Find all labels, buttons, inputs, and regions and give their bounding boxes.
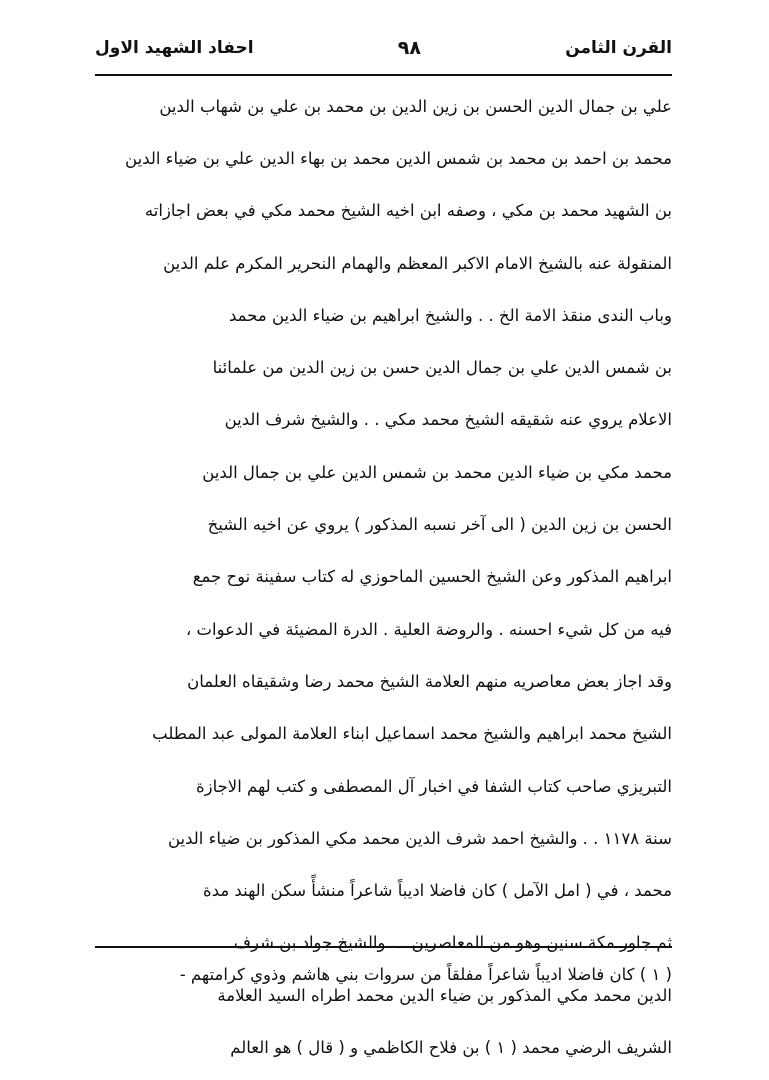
- text-line: الشريف الرضي محمد ( ١ ) بن فلاح الكاظمي و ( قال ) هو العالم: [230, 1037, 672, 1057]
- text-line: ثم جاور مكة سنين وهو من المعاصرين . . والشيخ جواد بن شرف: [233, 933, 672, 953]
- text-line: الدين محمد مكي المذكور بن ضياء الدين محمد اطراه السيد العلامة: [217, 985, 672, 1005]
- text-line: الحسن بن زين الدين ( الى آخر نسبه المذكور ) يروي عن اخيه الشيخ: [207, 515, 672, 535]
- body-text: [95, 80, 672, 1074]
- text-line: التبريزي صاحب كتاب الشفا في اخبار آل المصطفى و كتب لهم الاجازة: [195, 776, 672, 796]
- text-line: علي بن جمال الدين الحسن بن زين الدين بن محمد بن علي بن شهاب الدين: [159, 96, 672, 116]
- text-line: الشيخ محمد ابراهيم والشيخ محمد اسماعيل ابناء العلامة المولى عبد المطلب: [152, 724, 672, 744]
- text-line: محمد مكي بن ضياء الدين محمد بن شمس الدين علي بن جمال الدين: [202, 462, 672, 482]
- text-line: محمد ، في ( امل الآمل ) كان فاضلا اديباً شاعراً منشأً سكن الهند مدة: [203, 881, 672, 901]
- text-line: المنقولة عنه بالشيخ الامام الاكبر المعظم والهمام النحرير المكرم علم الدين: [163, 253, 672, 273]
- text-line: محمد بن احمد بن محمد بن شمس الدين محمد بن بهاء الدين علي بن ضياء الدين: [125, 148, 672, 168]
- text-line: ابراهيم المذكور وعن الشيخ الحسين الماحوزي له كتاب سفينة نوح جمع: [192, 567, 672, 587]
- text-line: بن الشهيد محمد بن مكي ، وصفه ابن اخيه الشيخ محمد مكي في بعض اجازاته: [144, 201, 672, 221]
- text-line: بن شمس الدين علي بن جمال الدين حسن بن زين الدين من علمائنا: [212, 358, 672, 378]
- header-rule: [95, 74, 672, 76]
- text-line: وباب الندى منقذ الامة الخ . . والشيخ ابراهيم بن ضياء الدين محمد: [229, 305, 672, 325]
- chapter-title: القرن الثامن: [565, 38, 672, 58]
- footnote: ( ١ ) كان فاضلا اديباً شاعراً مفلقاً من سروات بني هاشم وذوي كرامتهم -: [179, 964, 672, 984]
- text-line: سنة ١١٧٨ . . والشيخ احمد شرف الدين محمد مكي المذكور بن ضياء الدين: [167, 828, 672, 848]
- running-header: [95, 30, 672, 66]
- footnote-rule: [95, 946, 672, 948]
- text-line: الاعلام يروي عنه شقيقه الشيخ محمد مكي . . والشيخ شرف الدين: [224, 410, 672, 430]
- text-line: فيه من كل شيء احسنه . والروضة العلية . الدرة المضيئة في الدعوات ،: [185, 619, 672, 639]
- page-number: ٩٨: [397, 37, 421, 59]
- text-line: وقد اجاز بعض معاصريه منهم العلامة الشيخ محمد رضا وشقيقاه العلمان: [187, 671, 672, 691]
- section-title: احفاد الشهيد الاول: [95, 38, 254, 58]
